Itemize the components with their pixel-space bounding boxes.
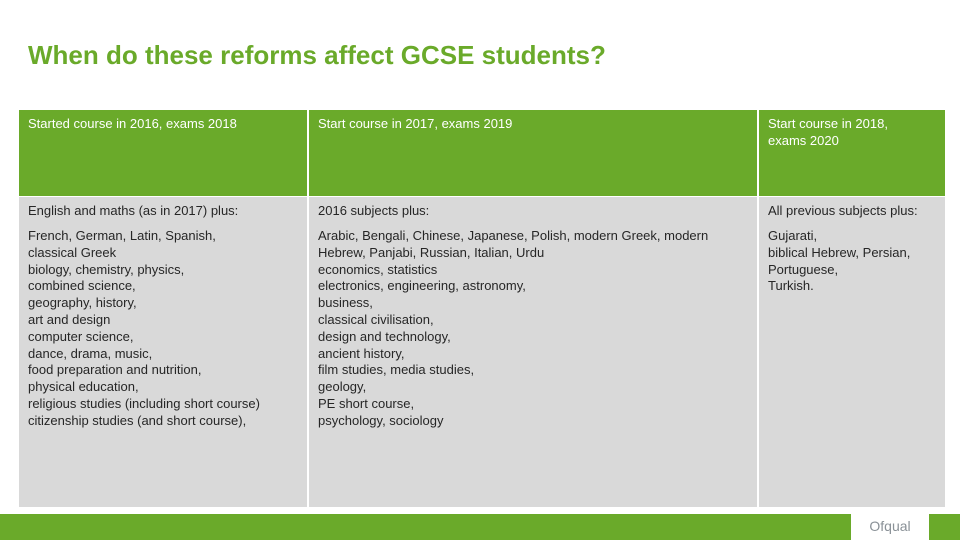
- header-text: Start course in 2018,: [768, 116, 888, 131]
- header-text: Start course in 2017, exams 2019: [318, 116, 513, 131]
- subject-line: design and technology,: [318, 328, 451, 344]
- logo-text: Ofqual: [869, 518, 911, 534]
- subject-line: art and design: [28, 311, 111, 327]
- header-cell-2016: [19, 110, 307, 196]
- header-text: exams 2020: [768, 132, 839, 148]
- subjects-cell-2018: [759, 228, 945, 507]
- subject-line: classical civilisation,: [318, 311, 434, 327]
- subject-line: biblical Hebrew, Persian,: [768, 244, 911, 260]
- subject-line: French, German, Latin, Spanish,: [28, 228, 216, 243]
- intro-text: 2016 subjects plus:: [318, 203, 430, 218]
- subject-line: PE short course,: [318, 395, 415, 411]
- subject-line: ancient history,: [318, 345, 405, 361]
- subjects-cell-2016: [19, 228, 307, 507]
- subject-line: dance, drama, music,: [28, 345, 153, 361]
- subject-line: Arabic, Bengali, Chinese, Japanese, Polish, modern Greek, modern: [318, 228, 709, 243]
- intro-cell-2018: [759, 196, 945, 228]
- subject-line: food preparation and nutrition,: [28, 362, 202, 378]
- subject-line: physical education,: [28, 379, 139, 395]
- subject-line: psychology, sociology: [318, 412, 444, 428]
- intro-cell-2016: [19, 196, 307, 228]
- intro-text: English and maths (as in 2017) plus:: [28, 203, 239, 218]
- reforms-table: [19, 110, 945, 507]
- subject-line: economics, statistics: [318, 261, 438, 277]
- subject-line: film studies, media studies,: [318, 362, 475, 378]
- subject-line: electronics, engineering, astronomy,: [318, 278, 526, 294]
- subjects-cell-2017: [309, 228, 757, 507]
- subject-line: classical Greek: [28, 244, 117, 260]
- ofqual-logo: [851, 514, 929, 540]
- subject-line: religious studies (including short course): [28, 395, 260, 411]
- intro-cell-2017: [309, 196, 757, 228]
- subject-line: Turkish.: [768, 278, 814, 294]
- subject-line: business,: [318, 295, 373, 311]
- subject-line: Hebrew, Panjabi, Russian, Italian, Urdu: [318, 244, 545, 260]
- subject-line: Portuguese,: [768, 261, 839, 277]
- subject-line: Gujarati,: [768, 228, 818, 243]
- slide-title: When do these reforms affect GCSE students?: [28, 40, 606, 70]
- footer-bar: [0, 514, 960, 540]
- header-text: Started course in 2016, exams 2018: [28, 116, 237, 131]
- intro-text: All previous subjects plus:: [768, 203, 918, 218]
- header-cell-2017: [309, 110, 757, 196]
- subject-line: computer science,: [28, 328, 134, 344]
- subject-line: geography, history,: [28, 295, 137, 311]
- subject-line: biology, chemistry, physics,: [28, 261, 185, 277]
- subject-line: combined science,: [28, 278, 136, 294]
- subject-line: geology,: [318, 379, 367, 395]
- header-cell-2018: [759, 110, 945, 196]
- subject-line: citizenship studies (and short course),: [28, 412, 247, 428]
